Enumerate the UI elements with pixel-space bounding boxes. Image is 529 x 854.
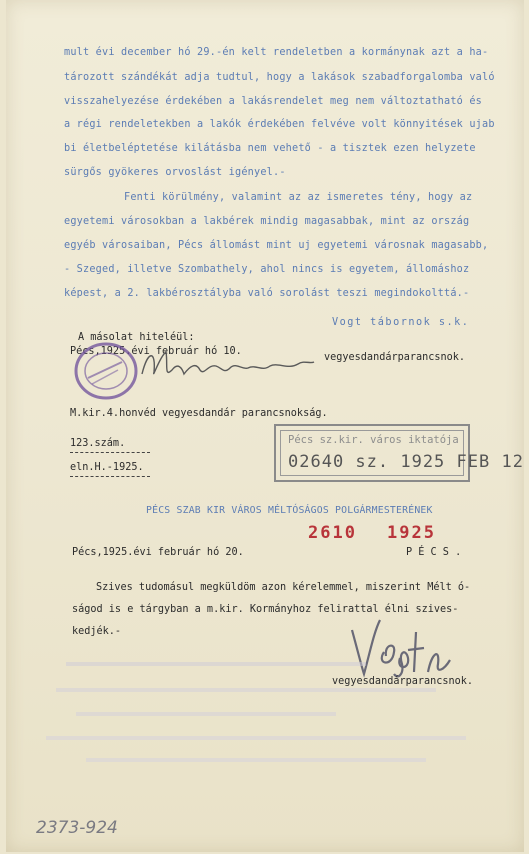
registration-year: 1925 (387, 523, 436, 543)
second-body-line: Szives tudomásul megküldöm azon kérelemmel, miszerint Mélt ó- (96, 582, 471, 593)
handwritten-signature-icon (138, 344, 318, 384)
city-name: P É C S . (406, 547, 462, 558)
body-line: Fenti körülmény, valamint az az ismeretes tény, hogy az (124, 192, 473, 203)
stamp-office: Pécs sz.kir. város iktatója (288, 434, 459, 446)
unit-name: M.kir.4.honvéd vegyesdandár parancsnokság. (70, 408, 328, 419)
body-line: visszahelyezése érdekében a lakásrendelet meg nem változtatható és (64, 96, 483, 107)
underline (70, 476, 150, 477)
registration-number: 2610 (308, 523, 357, 543)
bleed-through-marks (46, 640, 486, 780)
addressee: PÉCS SZAB KIR VÁROS MÉLTÓSÁGOS POLGÁRMESTERÉNEK (146, 505, 433, 516)
body-line: - Szeged, illetve Szombathely, ahol nincs is egyetem, állomáshoz (64, 264, 470, 275)
body-line: bi életbeléptetése kilátásba nem vehető - a tisztek ezen helyzete (64, 143, 476, 154)
second-body-line: ságod is e tárgyban a m.kir. Kormányhoz felirattal élni szives- (72, 604, 459, 615)
signer-name: Vogt tábornok s.k. (332, 317, 470, 328)
document-page (6, 0, 524, 852)
doc-ref: eln.H.-1925. (70, 462, 144, 473)
stamp-number: 02640 sz. 1925 FEB 12 (288, 452, 524, 472)
copy-date: Pécs,1925.évi február hó 10. (70, 346, 242, 357)
copy-label: A másolat hiteléül: (78, 332, 195, 343)
body-line: tározott szándékát adja tudtul, hogy a lakások szabadforgalomba való (64, 72, 495, 83)
signer-title: vegyesdandárparancsnok. (324, 352, 466, 363)
pencil-note: 2373-924 (36, 818, 118, 838)
doc-number: 123.szám. (70, 438, 126, 449)
underline (70, 452, 150, 453)
body-line: sürgős gyökeres orvoslást igényel.- (64, 167, 286, 178)
official-seal-icon (72, 340, 140, 402)
body-line: egyéb városaiban, Pécs állomást mint uj egyetemi városnak magasabb, (64, 240, 489, 251)
closing-title: vegyesdandárparancsnok. (332, 676, 474, 687)
body-line: képest, a 2. lakbérosztályba való sorolást teszi megindokolttá.- (64, 288, 470, 299)
received-stamp (274, 424, 524, 482)
second-date: Pécs,1925.évi február hó 20. (72, 547, 244, 558)
body-line: mult évi december hó 29.-én kelt rendeletben a kormánynak azt a ha- (64, 47, 489, 58)
body-line: a régi rendeletekben a lakók érdekében felvéve volt könnyitések ujab (64, 119, 495, 130)
body-line: egyetemi városokban a lakbérek mindig magasabbak, mint az ország (64, 216, 470, 227)
second-body-line: kedjék.- (72, 626, 122, 637)
